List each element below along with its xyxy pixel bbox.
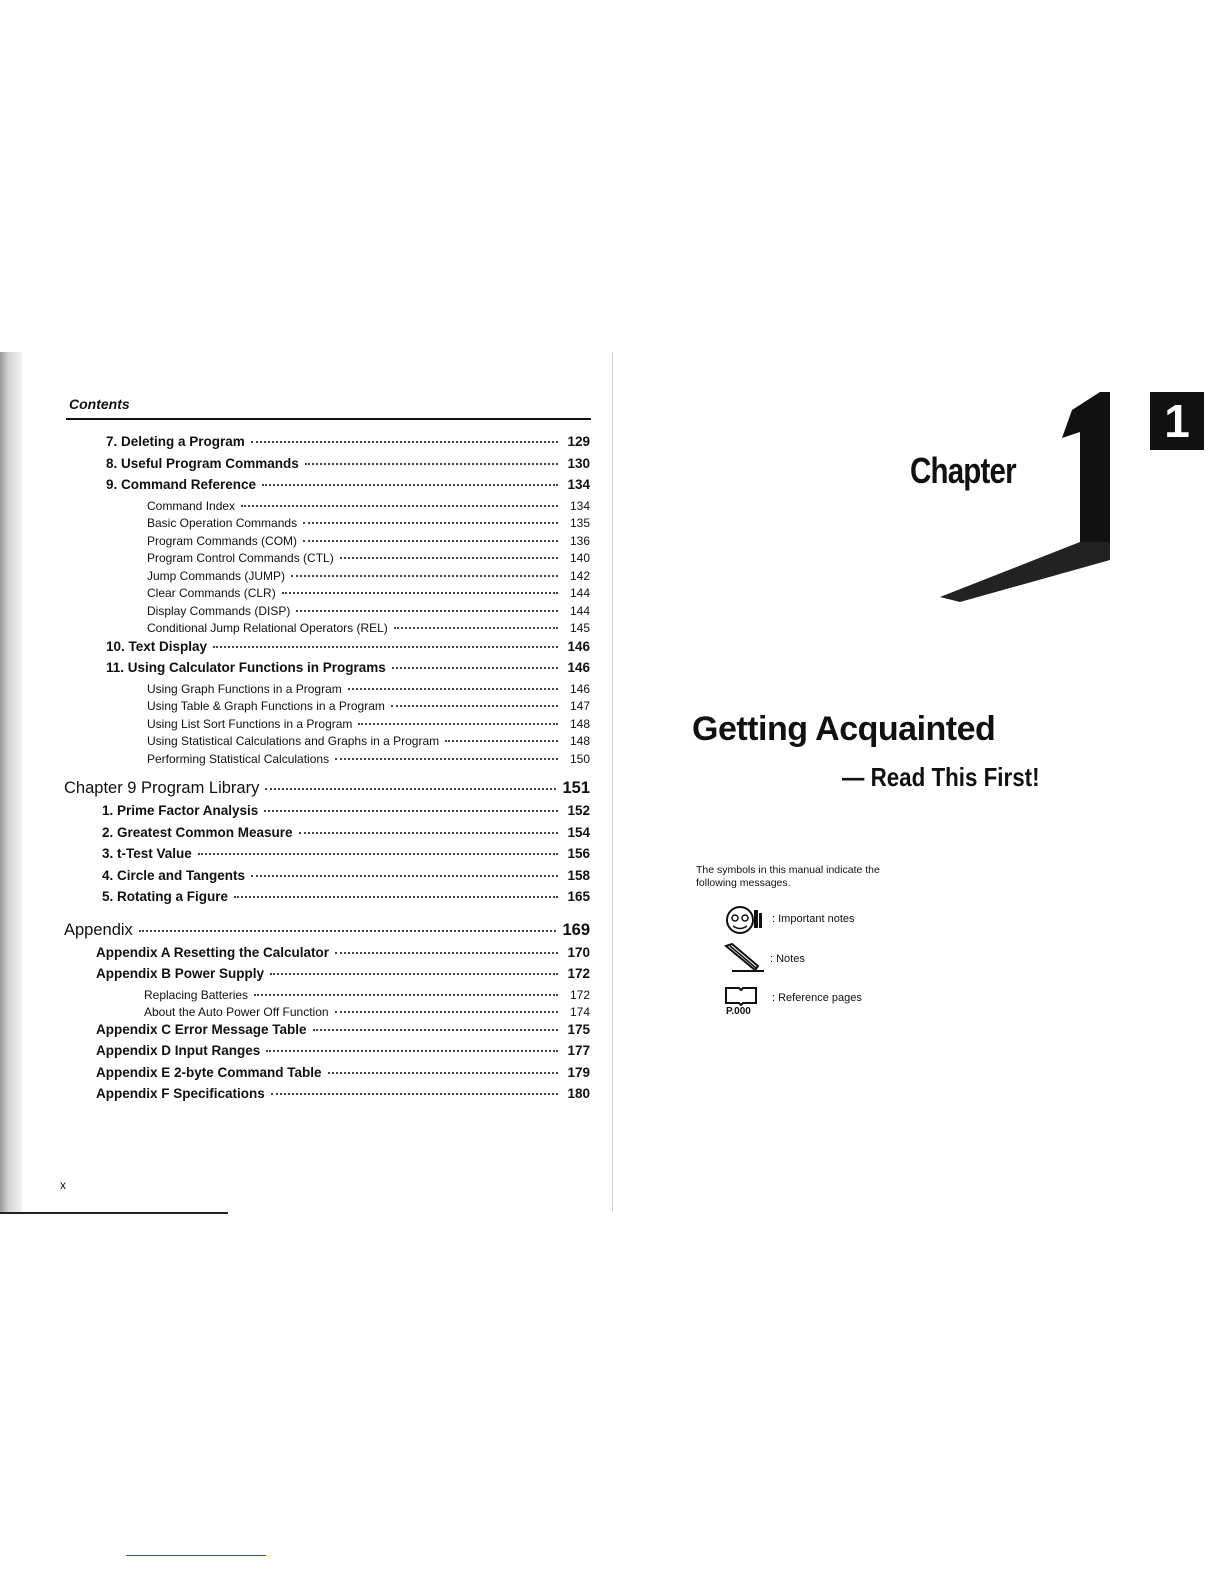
toc-entry[interactable] (60, 846, 590, 868)
toc-entry[interactable] (60, 639, 590, 661)
chapter-number-one (1062, 392, 1110, 542)
leader-dots (270, 973, 558, 975)
toc-entry[interactable] (60, 1065, 590, 1087)
leader-dots (335, 758, 558, 760)
leader-dots (266, 1050, 558, 1052)
leader-dots (213, 646, 558, 648)
toc-entry-page: 152 (567, 803, 590, 818)
important-notes-label: : Important notes (772, 913, 855, 925)
leader-dots (251, 875, 558, 877)
toc-entry-page: 140 (569, 551, 590, 565)
toc-entry-label: 8. Useful Program Commands (106, 455, 299, 471)
toc-entry-page: 146 (569, 681, 590, 696)
toc-entry[interactable] (60, 699, 590, 717)
toc-entry-page: 156 (567, 846, 590, 861)
contents-header: Contents (69, 396, 130, 412)
leader-dots (340, 557, 558, 559)
toc-entry-label: Performing Statistical Calculations (147, 751, 330, 766)
leader-dots (299, 832, 558, 834)
toc-entry[interactable] (60, 966, 590, 988)
leader-dots (251, 441, 558, 443)
reference-pages-label: : Reference pages (772, 992, 862, 1004)
toc-entry-label: Using Statistical Calculations and Graphs in a Program (147, 734, 440, 748)
toc-entry[interactable] (60, 945, 590, 967)
leader-dots (335, 952, 558, 954)
leader-dots (328, 1072, 558, 1074)
toc-entry[interactable] (60, 803, 590, 825)
toc-entry[interactable] (60, 1086, 590, 1108)
leader-dots (313, 1029, 558, 1031)
toc-entry-page: 172 (569, 987, 590, 1002)
chapter-subtitle: — Read This First! (842, 762, 1040, 792)
toc-entry-label: 1. Prime Factor Analysis (102, 803, 259, 818)
toc-group-chapter9 (60, 803, 590, 911)
toc-entry-page: 169 (562, 920, 590, 939)
toc-entry-page: 175 (567, 1021, 590, 1037)
toc-entry-label: Using Graph Functions in a Program (147, 681, 342, 696)
toc-entry-label: Using Table & Graph Functions in a Program (147, 699, 385, 713)
leader-dots (358, 723, 558, 725)
leader-dots (264, 810, 558, 812)
toc-entry[interactable] (60, 621, 590, 639)
toc-entry-label: Using List Sort Functions in a Program (147, 716, 353, 731)
toc-entry-page: 150 (569, 751, 590, 766)
toc-entry-page: 158 (567, 867, 590, 883)
toc-entry-page: 170 (567, 944, 590, 960)
toc-entry-page: 136 (569, 533, 590, 548)
toc-entry[interactable] (60, 988, 590, 1005)
toc-entry[interactable] (60, 660, 590, 682)
leader-dots (445, 740, 558, 742)
leader-dots (265, 788, 556, 790)
leader-dots (303, 522, 558, 524)
toc-entry[interactable] (60, 586, 590, 604)
important-face-icon (723, 904, 769, 938)
toc-entry-page: 148 (569, 716, 590, 731)
leader-dots (271, 1093, 558, 1095)
toc-entry-page: 146 (567, 660, 590, 675)
toc-entry-page: 179 (567, 1064, 590, 1080)
page-number: x (60, 1178, 66, 1192)
page-gutter (612, 352, 613, 1212)
toc-entry[interactable] (60, 551, 590, 569)
toc-entry-page: 147 (569, 699, 590, 713)
toc-entry-page: 142 (569, 568, 590, 583)
toc-entry-page: 129 (567, 434, 590, 449)
notes-label: : Notes (770, 953, 805, 965)
toc-entry[interactable] (60, 889, 590, 911)
toc-entry-label: 4. Circle and Tangents (102, 867, 246, 883)
toc-entry[interactable] (60, 477, 590, 499)
toc-entry-label: 3. t-Test Value (102, 846, 192, 861)
toc-entry-page: 154 (567, 824, 590, 840)
toc-entry-page: 145 (569, 621, 590, 635)
toc-entry[interactable] (60, 1005, 590, 1022)
toc-entry[interactable] (60, 534, 590, 552)
toc-entry-label: 2. Greatest Common Measure (102, 824, 293, 840)
toc-entry[interactable] (60, 752, 590, 770)
toc-entry[interactable] (60, 456, 590, 478)
leader-dots (391, 705, 558, 707)
leader-dots (241, 505, 558, 507)
toc-entry-page: 130 (567, 455, 590, 471)
toc-entry[interactable] (60, 499, 590, 517)
toc-entry-page: 146 (567, 638, 590, 654)
toc-entry-label: Clear Commands (CLR) (147, 586, 276, 600)
toc-entry[interactable] (60, 717, 590, 735)
header-rule (66, 418, 591, 420)
scan-link-underline (126, 1555, 266, 1556)
chapter-title: Getting Acquainted (692, 710, 996, 748)
toc-entry-page: 134 (569, 498, 590, 513)
toc-entry[interactable] (60, 604, 590, 622)
toc-entry-label: Appendix C Error Message Table (96, 1021, 307, 1037)
toc-entry-page: 144 (569, 603, 590, 618)
leader-dots (296, 610, 558, 612)
leader-dots (262, 484, 558, 486)
toc-group-appendix (60, 945, 590, 1108)
leader-dots (303, 540, 558, 542)
toc-entry[interactable] (60, 569, 590, 587)
toc-entry-page: 172 (567, 966, 590, 981)
toc-entry[interactable] (60, 682, 590, 700)
leader-dots (305, 463, 558, 465)
toc-entry-page: 134 (567, 477, 590, 492)
toc-entry-page: 180 (567, 1086, 590, 1101)
toc-entry-page: 165 (567, 889, 590, 904)
toc-entry-label: 5. Rotating a Figure (102, 889, 229, 904)
leader-dots (254, 994, 558, 996)
leader-dots (198, 853, 558, 855)
toc-entry-page: 135 (569, 516, 590, 530)
toc-entry-page: 174 (569, 1004, 590, 1019)
toc-chapter-9[interactable] (60, 779, 590, 803)
toc-entry-label: Display Commands (DISP) (147, 603, 291, 618)
chapter-word: Chapter (910, 450, 1016, 491)
leader-dots (234, 896, 558, 898)
reference-page-code: P.000 (726, 1006, 751, 1017)
toc-entry[interactable] (60, 516, 590, 534)
toc-entry-label: Basic Operation Commands (147, 516, 298, 530)
toc-entry-label: Appendix (64, 920, 133, 939)
toc-entry-page: 177 (567, 1043, 590, 1058)
pencil-icon (722, 942, 766, 972)
toc-entry-page: 148 (569, 734, 590, 748)
leader-dots (394, 627, 558, 629)
toc-entry[interactable] (60, 868, 590, 890)
toc-entry[interactable] (60, 1022, 590, 1044)
chapter-number-graphic (900, 392, 1150, 602)
toc-appendix[interactable] (60, 921, 590, 945)
leader-dots (139, 930, 557, 932)
toc-entry-label: About the Auto Power Off Function (144, 1004, 329, 1019)
toc-entry-page: 144 (569, 586, 590, 600)
leader-dots (282, 592, 558, 594)
toc-entry-label: Program Control Commands (CTL) (147, 551, 334, 565)
symbols-intro: The symbols in this manual indicate the following messages. (696, 864, 880, 889)
scan-edge-shadow (0, 352, 22, 1212)
leader-dots (291, 575, 558, 577)
toc-entry-label: 11. Using Calculator Functions in Programs (106, 660, 386, 675)
toc-entry-label: 7. Deleting a Program (106, 434, 245, 449)
toc-entry[interactable] (60, 734, 590, 752)
toc-entry-label: 10. Text Display (106, 638, 208, 654)
chapter-tab: 1 (1150, 392, 1204, 450)
chapter-swoosh (940, 542, 1110, 602)
toc-group-chapter8 (60, 434, 590, 769)
leader-dots (348, 688, 558, 690)
toc-entry-label: Conditional Jump Relational Operators (REL) (147, 621, 388, 635)
bottom-rule (0, 1212, 228, 1214)
toc-entry-label: Appendix D Input Ranges (96, 1043, 261, 1058)
toc-entry-label: Chapter 9 Program Library (64, 779, 260, 797)
toc-entry-label: Jump Commands (JUMP) (147, 568, 286, 583)
toc-entry-label: Appendix A Resetting the Calculator (96, 944, 330, 960)
leader-dots (335, 1011, 558, 1013)
toc-entry-page: 151 (562, 779, 590, 797)
toc-entry-label: Appendix F Specifications (96, 1086, 265, 1101)
toc-entry[interactable] (60, 825, 590, 847)
toc-entry-label: Command Index (147, 498, 236, 513)
toc-entry[interactable] (60, 1043, 590, 1065)
leader-dots (392, 667, 558, 669)
toc-entry-label: Replacing Batteries (144, 987, 249, 1002)
toc-entry-label: Program Commands (COM) (147, 533, 298, 548)
toc-entry-label: Appendix B Power Supply (96, 966, 265, 981)
toc-entry-label: Appendix E 2-byte Command Table (96, 1064, 322, 1080)
toc-entry-label: 9. Command Reference (106, 477, 257, 492)
toc-entry[interactable] (60, 434, 590, 456)
table-of-contents (60, 434, 590, 1108)
open-book-icon (724, 984, 758, 1006)
